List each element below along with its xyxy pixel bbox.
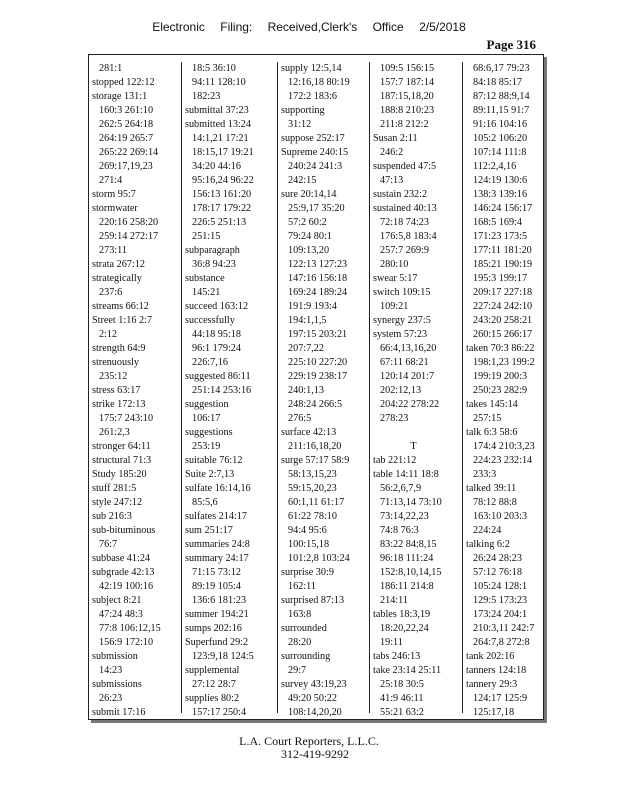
index-page-refs: 122:13 127:23 [288, 259, 348, 270]
index-page-refs: 91:16 104:16 [473, 119, 528, 130]
index-column-3 [277, 62, 369, 718]
index-page-refs: 194:1,1,5 [288, 315, 327, 326]
index-page-refs: 182:23 [192, 91, 221, 102]
index-page-refs: 36:8 94:23 [192, 259, 236, 270]
index-page-refs: 112:2,4,16 [473, 161, 517, 172]
index-entry: surge 57:17 58:9 [281, 455, 350, 466]
index-entry: survey 43:19,23 [281, 679, 347, 690]
index-entry: subgrade 42:13 [92, 567, 155, 578]
index-page-refs: 178:17 179:22 [192, 203, 252, 214]
index-entry: sustained 40:13 [373, 203, 437, 214]
index-page-refs: 226:5 251:13 [192, 217, 247, 228]
index-entry: sub-bituminous [92, 525, 156, 536]
index-page-refs: 94:4 95:6 [288, 525, 327, 536]
index-page-refs: 76:7 [99, 539, 118, 550]
index-page-refs: 226:7,16 [192, 357, 228, 368]
section-letter: T [410, 441, 417, 452]
index-entry: tank 202:16 [466, 651, 515, 662]
index-page-refs: 25:18 30:5 [380, 679, 424, 690]
index-page-refs: 14:23 [99, 665, 123, 676]
index-page-refs: 246:2 [380, 147, 404, 158]
index-entry: stuff 281:5 [92, 483, 137, 494]
index-page-refs: 19:11 [380, 637, 403, 648]
header-received: Received,Clerk's [267, 20, 358, 34]
index-entry: Superfund 29:2 [185, 637, 249, 648]
index-entry: talked 39:11 [466, 483, 517, 494]
index-page-refs: 191:9 193:4 [288, 301, 337, 312]
index-page-refs: 147:16 156:18 [288, 273, 348, 284]
index-entry: Suite 2:7,13 [185, 469, 235, 480]
index-page-refs: 172:2 183:6 [288, 91, 337, 102]
index-entry: stress 63:17 [92, 385, 141, 396]
index-entry: summaries 24:8 [185, 539, 250, 550]
index-page-refs: 251:14 253:16 [192, 385, 252, 396]
index-page-refs: 57:12 76:18 [473, 567, 522, 578]
index-entry: sub 216:3 [92, 511, 132, 522]
index-page-refs: 220:16 258:20 [99, 217, 159, 228]
index-page-refs: 209:17 227:18 [473, 287, 533, 298]
index-page-refs: 195:3 199:17 [473, 273, 528, 284]
index-page-refs: 60:1,11 61:17 [288, 497, 345, 508]
index-page-refs: 31:12 [288, 119, 312, 130]
index-page-refs: 211:8 212:2 [380, 119, 429, 130]
index-entry: summer 194:21 [185, 609, 249, 620]
index-entry: surface 42:13 [281, 427, 337, 438]
index-page-refs: 12:16,18 80:19 [288, 77, 350, 88]
index-page-refs: 26:23 [99, 693, 123, 704]
index-entry: supplemental [185, 665, 240, 676]
index-page-refs: 227:24 242:10 [473, 301, 533, 312]
filing-header [0, 20, 618, 34]
index-page-refs: 278:23 [380, 413, 409, 424]
index-column-2 [181, 62, 277, 718]
index-entry: suitable 76:12 [185, 455, 243, 466]
index-page-refs: 260:15 266:17 [473, 329, 533, 340]
index-entry: surrounding [281, 651, 331, 662]
index-entry: submittal 37:23 [185, 105, 249, 116]
index-entry: subbase 41:24 [92, 553, 151, 564]
index-entry: tabs 246:13 [373, 651, 421, 662]
index-page-refs: 59:15,20,23 [288, 483, 337, 494]
index-page-refs: 79:24 80:1 [288, 231, 332, 242]
index-page-refs: 109:5 156:15 [380, 63, 435, 74]
index-entry: substance [185, 273, 225, 284]
index-page-refs: 248:24 266:5 [288, 399, 343, 410]
index-page-refs: 87:12 88:9,14 [473, 91, 530, 102]
index-entry: sustain 232:2 [373, 189, 428, 200]
footer-company: L.A. Court Reporters, L.L.C. [239, 734, 379, 748]
index-page-refs: 95:16,24 96:22 [192, 175, 254, 186]
index-page-refs: 152:8,10,14,15 [380, 567, 442, 578]
index-page-refs: 109:21 [380, 301, 409, 312]
index-page-refs: 138:3 139:16 [473, 189, 528, 200]
index-entry: stormwater [92, 203, 138, 214]
index-page-refs: 163:8 [288, 609, 312, 620]
index-page-refs: 94:11 128:10 [192, 77, 246, 88]
index-page-refs: 101:2,8 103:24 [288, 553, 350, 564]
index-entry: Susan 2:11 [373, 133, 418, 144]
index-page-refs: 214:11 [380, 595, 408, 606]
index-page-refs: 124:19 130:6 [473, 175, 528, 186]
index-page-refs: 77:8 106:12,15 [99, 623, 161, 634]
index-page-refs: 273:11 [99, 245, 127, 256]
header-office: Office [372, 20, 404, 34]
index-page-refs: 57:2 60:2 [288, 217, 327, 228]
index-page-refs: 173:24 204:1 [473, 609, 528, 620]
index-entry: strategically [92, 273, 142, 284]
footer-phone: 312-419-9292 [281, 747, 349, 761]
index-page-refs: 224:24 [473, 525, 502, 536]
index-entry: sulfates 214:17 [185, 511, 247, 522]
index-page-refs: 176:5,8 183:4 [380, 231, 437, 242]
index-page-refs: 224:23 232:14 [473, 455, 533, 466]
index-page-refs: 105:24 128:1 [473, 581, 528, 592]
index-page-refs: 136:6 181:23 [192, 595, 247, 606]
index-page-refs: 26:24 28:23 [473, 553, 522, 564]
index-page-refs: 146:24 156:17 [473, 203, 533, 214]
index-entry: strenuously [92, 357, 139, 368]
index-page-refs: 84:18 85:17 [473, 77, 522, 88]
index-page-refs: 85:5,6 [192, 497, 218, 508]
index-page-refs: 250:23 282:9 [473, 385, 528, 396]
index-page-refs: 25:9,17 35:20 [288, 203, 345, 214]
index-entry: system 57:23 [373, 329, 428, 340]
index-entry: talking 6:2 [466, 539, 510, 550]
index-page-refs: 280:10 [380, 259, 409, 270]
header-electronic: Electronic [152, 20, 205, 34]
index-page-refs: 243:20 258:21 [473, 315, 533, 326]
index-page-refs: 197:15 203:21 [288, 329, 348, 340]
index-page-refs: 18:20,22,24 [380, 623, 429, 634]
index-page-refs: 261:2,3 [99, 427, 130, 438]
index-entry: suspended 47:5 [373, 161, 437, 172]
index-entry: stopped 122:12 [92, 77, 155, 88]
index-entry: stronger 64:11 [92, 441, 151, 452]
index-page-refs: 42:19 100:16 [99, 581, 154, 592]
index-page-refs: 204:22 278:22 [380, 399, 440, 410]
index-page-refs: 18:5 36:10 [192, 63, 236, 74]
index-page-refs: 18:15,17 19:21 [192, 147, 254, 158]
index-entry: Supreme 240:15 [281, 147, 349, 158]
index-entry: takes 145:14 [466, 399, 518, 410]
index-page-refs: 157:17 250:4 [192, 707, 247, 718]
index-page-refs: 44:18 95:18 [192, 329, 241, 340]
index-page-refs: 67:11 68:21 [380, 357, 429, 368]
index-page-refs: 68:6,17 79:23 [473, 63, 530, 74]
index-entry: tannery 29:3 [466, 679, 518, 690]
index-page-refs: 240:24 241:3 [288, 161, 343, 172]
index-page-refs: 174:4 210:3,23 [473, 441, 535, 452]
index-page-refs: 145:21 [192, 287, 221, 298]
index-page-refs: 29:7 [288, 665, 307, 676]
index-page-refs: 47:13 [380, 175, 404, 186]
index-entry: suggestions [185, 427, 233, 438]
index-page-refs: 271:4 [99, 175, 123, 186]
header-filing: Filing: [220, 20, 253, 34]
index-entry: talk 6:3 58:6 [466, 427, 518, 438]
index-page-refs: 27:12 28:7 [192, 679, 236, 690]
index-page-refs: 34:20 44:16 [192, 161, 241, 172]
index-page-refs: 259:14 272:17 [99, 231, 159, 242]
index-page-refs: 235:12 [99, 371, 128, 382]
index-page-refs: 253:19 [192, 441, 221, 452]
index-page-refs: 56:2,6,7,9 [380, 483, 422, 494]
index-entry: suppose 252:17 [281, 133, 345, 144]
index-page-refs: 58:13,15,23 [288, 469, 337, 480]
index-entry: tab 221:12 [373, 455, 417, 466]
index-entry: strike 172:13 [92, 399, 146, 410]
index-page-refs: 120:14 201:7 [380, 371, 435, 382]
index-entry: switch 109:15 [373, 287, 431, 298]
index-page-refs: 188:8 210:23 [380, 105, 435, 116]
index-page-refs: 237:6 [99, 287, 123, 298]
index-page-refs: 160:3 261:10 [99, 105, 154, 116]
index-page-refs: 78:12 88:8 [473, 497, 517, 508]
index-page-refs: 66:4,13,16,20 [380, 343, 437, 354]
index-page-refs: 269:17,19,23 [99, 161, 153, 172]
index-page-refs: 276:5 [288, 413, 312, 424]
index-page-refs: 162:11 [288, 581, 316, 592]
index-frame [88, 54, 544, 720]
index-entry: submission [92, 651, 138, 662]
index-entry: sulfate 16:14,16 [185, 483, 251, 494]
index-entry: submit 17:16 [92, 707, 146, 718]
index-page-refs: 187:15,18,20 [380, 91, 434, 102]
index-entry: Study 185:20 [92, 469, 147, 480]
index-page-refs: 71:15 73:12 [192, 567, 241, 578]
index-page-refs: 123:9,18 124:5 [192, 651, 254, 662]
index-page-refs: 96:1 179:24 [192, 343, 241, 354]
index-entry: summary 24:17 [185, 553, 249, 564]
index-page-refs: 242:15 [288, 175, 317, 186]
index-page-refs: 74:8 76:3 [380, 525, 419, 536]
index-entry: strength 64:9 [92, 343, 146, 354]
index-page-refs: 89:19 105:4 [192, 581, 241, 592]
index-entry: sure 20:14,14 [281, 189, 337, 200]
index-entry: taken 70:3 86:22 [466, 343, 535, 354]
index-column-1 [89, 62, 181, 718]
index-page-refs: 281:1 [99, 63, 123, 74]
index-page-refs: 107:14 111:8 [473, 147, 527, 158]
index-page-refs: 49:20 50:22 [288, 693, 337, 704]
index-page-refs: 89:11,15 91:7 [473, 105, 530, 116]
index-page-refs: 129:5 173:23 [473, 595, 528, 606]
index-entry: tanners 124:18 [466, 665, 527, 676]
index-page-refs: 257:15 [473, 413, 502, 424]
index-entry: strata 267:12 [92, 259, 145, 270]
index-entry: structural 71:3 [92, 455, 152, 466]
index-entry: surprise 30:9 [281, 567, 334, 578]
index-page-refs: 257:7 269:9 [380, 245, 429, 256]
index-entry: sum 251:17 [185, 525, 233, 536]
index-page-refs: 169:24 189:24 [288, 287, 348, 298]
index-page-refs: 124:17 125:9 [473, 693, 528, 704]
index-page-refs: 156:9 172:10 [99, 637, 154, 648]
index-entry [373, 426, 462, 440]
index-page-refs: 55:21 63:2 [380, 707, 424, 718]
index-entry: supporting [281, 105, 325, 116]
index-entry: streams 66:12 [92, 301, 149, 312]
index-entry: suggested 86:11 [185, 371, 251, 382]
index-entry: succeed 163:12 [185, 301, 249, 312]
index-page-refs: 73:14,22,23 [380, 511, 429, 522]
index-page-refs: 210:3,11 242:7 [473, 623, 535, 634]
index-page-refs: 106:17 [192, 413, 221, 424]
index-page-refs: 199:19 200:3 [473, 371, 528, 382]
index-page-refs: 229:19 238:17 [288, 371, 348, 382]
index-page-refs: 264:7,8 272:8 [473, 637, 530, 648]
index-page-refs: 185:21 190:19 [473, 259, 533, 270]
index-entry: storage 131:1 [92, 91, 148, 102]
index-entry: swear 5:17 [373, 273, 418, 284]
index-entry: table 14:11 18:8 [373, 469, 439, 480]
index-page-refs: 2:12 [99, 329, 118, 340]
index-entry: take 23:14 25:11 [373, 665, 442, 676]
index-column-4 [369, 62, 462, 718]
index-page-refs: 71:13,14 73:10 [380, 497, 442, 508]
index-page-refs: 171:23 173:5 [473, 231, 528, 242]
index-entry: Street 1:16 2:7 [92, 315, 152, 326]
index-page-refs: 177:11 181:20 [473, 245, 532, 256]
index-page-refs: 41:9 46:11 [380, 693, 424, 704]
index-page-refs: 28:20 [288, 637, 312, 648]
index-entry: sumps 202:16 [185, 623, 242, 634]
index-page-refs: 251:15 [192, 231, 221, 242]
index-page-refs: 61:22 78:10 [288, 511, 337, 522]
index-page-refs: 156:13 161:20 [192, 189, 252, 200]
index-page-refs: 198:1,23 199:2 [473, 357, 535, 368]
index-entry: supplies 80:2 [185, 693, 240, 704]
index-page-refs: 96:18 111:24 [380, 553, 434, 564]
index-page-refs: 207:7,22 [288, 343, 324, 354]
index-page-refs: 202:12,13 [380, 385, 422, 396]
index-entry: suggestion [185, 399, 229, 410]
index-page-refs: 14:1,21 17:21 [192, 133, 249, 144]
index-entry: style 247:12 [92, 497, 143, 508]
index-entry: successfully [185, 315, 235, 326]
index-entry: submissions [92, 679, 142, 690]
index-page-refs: 240:1,13 [288, 385, 324, 396]
index-page-refs: 125:17,18 [473, 707, 515, 718]
index-page-refs: 175:7 243:10 [99, 413, 154, 424]
index-page-refs: 163:10 203:3 [473, 511, 528, 522]
index-entry: supply 12:5,14 [281, 63, 342, 74]
index-page-refs: 108:14,20,20 [288, 707, 342, 718]
index-page-refs: 211:16,18,20 [288, 441, 342, 452]
index-page-refs: 264:19 265:7 [99, 133, 154, 144]
index-page-refs: 262:5 264:18 [99, 119, 154, 130]
index-page-refs: 109:13,20 [288, 245, 330, 256]
index-entry: surrounded [281, 623, 327, 634]
index-page-refs: 47:24 48:3 [99, 609, 143, 620]
index-page-refs: 225:10 227:20 [288, 357, 348, 368]
index-page-refs: 105:2 106:20 [473, 133, 528, 144]
index-page-refs: 157:7 187:14 [380, 77, 435, 88]
index-entry: subject 8:21 [92, 595, 142, 606]
index-page-refs: 100:15,18 [288, 539, 330, 550]
index-entry: storm 95:7 [92, 189, 136, 200]
index-page-refs: 186:11 214:8 [380, 581, 434, 592]
index-entry: tables 18:3,19 [373, 609, 431, 620]
index-entry: submitted 13:24 [185, 119, 251, 130]
index-entry: surprised 87:13 [281, 595, 345, 606]
index-page-refs: 233:3 [473, 469, 497, 480]
index-entry: subparagraph [185, 245, 240, 256]
index-column-5 [462, 62, 544, 718]
index-page-refs: 168:5 169:4 [473, 217, 522, 228]
index-page-refs: 72:18 74:23 [380, 217, 429, 228]
header-date: 2/5/2018 [419, 20, 466, 34]
index-entry: synergy 237:5 [373, 315, 431, 326]
index-page-refs: 265:22 269:14 [99, 147, 159, 158]
index-page-refs: 83:22 84:8,15 [380, 539, 437, 550]
page-number: Page 316 [486, 37, 536, 52]
